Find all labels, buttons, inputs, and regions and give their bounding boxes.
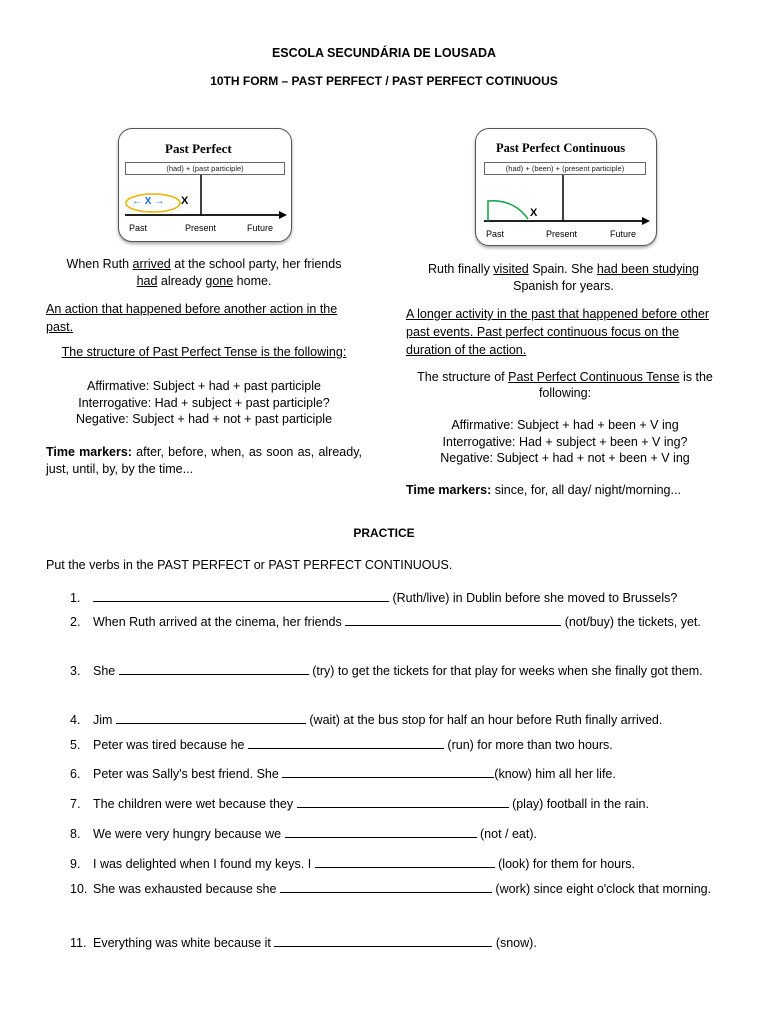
- affirmative-rule: Affirmative: Subject + had + been + V ing: [451, 418, 679, 432]
- past-perfect-example: When Ruth arrived at the school party, her friends had already gone home.: [66, 257, 342, 288]
- past-perfect-continuous-structure-heading: The structure of Past Perfect Continuous Tense is the following:: [417, 370, 713, 400]
- past-perfect-continuous-example: Ruth finally visited Spain. She had been studying Spanish for years.: [427, 262, 700, 293]
- label-future: Future: [247, 223, 274, 233]
- x-marker: X: [181, 195, 189, 207]
- label-present: Present: [546, 229, 578, 239]
- exercise-item: 11. Everything was white because it (snow).: [70, 936, 537, 950]
- diagram-title: Past Perfect: [165, 141, 232, 156]
- answer-blank[interactable]: [119, 662, 309, 675]
- diagram-formula: (had) + (past participle): [125, 162, 285, 175]
- interrogative-rule: Interrogative: Had + subject + past participle?: [78, 395, 330, 410]
- answer-blank[interactable]: [345, 613, 561, 626]
- diagram-title: Past Perfect Continuous: [496, 141, 626, 155]
- answer-blank[interactable]: [280, 880, 492, 893]
- practice-instruction: Put the verbs in the PAST PERFECT or PAST PERFECT CONTINUOUS.: [46, 558, 453, 572]
- past-perfect-continuous-time-markers: Time markers: since, for, all day/ night/morning...: [406, 483, 681, 497]
- timeline-graphic: [476, 129, 656, 245]
- answer-blank[interactable]: [282, 765, 494, 778]
- past-perfect-continuous-structure: [400, 417, 730, 467]
- worksheet-title: 10TH FORM – PAST PERFECT / PAST PERFECT COTINUOUS: [210, 74, 558, 88]
- past-perfect-time-markers: Time markers: after, before, when, as soon as, already, just, until, by, by the time...: [46, 445, 362, 476]
- exercise-item: 6. Peter was Sally's best friend. She (know) him all her life.: [70, 767, 616, 781]
- practice-heading: PRACTICE: [353, 526, 415, 540]
- exercise-item: 8. We were very hungry because we (not / eat).: [70, 827, 537, 841]
- answer-blank[interactable]: [285, 825, 477, 838]
- interrogative-rule: Interrogative: Had + subject + been + V ing?: [442, 434, 688, 449]
- answer-blank[interactable]: [297, 795, 509, 808]
- answer-blank[interactable]: [116, 711, 306, 724]
- exercise-item: 9. I was delighted when I found my keys. I (look) for them for hours.: [70, 857, 635, 871]
- example-verb: had: [136, 274, 158, 288]
- exercise-item: 2. When Ruth arrived at the cinema, her friends (not/buy) the tickets, yet.: [70, 615, 701, 629]
- exercise-item: 10. She was exhausted because she (work) since eight o'clock that morning.: [70, 882, 712, 896]
- label-past: Past: [129, 223, 148, 233]
- exercise-item: 3. She (try) to get the tickets for that play for weeks when she finally got them.: [70, 664, 703, 678]
- past-perfect-structure: [46, 378, 362, 428]
- answer-blank[interactable]: [248, 736, 444, 749]
- answer-blank[interactable]: [274, 934, 492, 947]
- exercise-item: 1. (Ruth/live) in Dublin before she moved to Brussels?: [70, 591, 678, 605]
- label-present: Present: [185, 223, 217, 233]
- x-marker: X: [530, 207, 538, 219]
- school-name: ESCOLA SECUNDÁRIA DE LOUSADA: [271, 46, 497, 60]
- past-perfect-diagram: [118, 128, 292, 242]
- past-perfect-continuous-definition: A longer activity in the past that happened before other past events. Past perfect continuous focus on the duration of the action.: [406, 307, 709, 357]
- label-future: Future: [610, 229, 637, 239]
- past-perfect-definition: An action that happened before another action in the past.: [46, 302, 338, 334]
- label-past: Past: [486, 229, 505, 239]
- example-verb: gone: [205, 274, 234, 288]
- example-verb: had been studying: [596, 262, 700, 276]
- affirmative-rule: Affirmative: Subject + had + past participle: [87, 379, 321, 393]
- answer-blank[interactable]: [315, 855, 495, 868]
- example-verb: arrived: [132, 257, 171, 271]
- arrow-x-marker: ← X →: [132, 196, 165, 207]
- example-verb: visited: [493, 262, 529, 276]
- past-perfect-continuous-diagram: [475, 128, 657, 246]
- exercise-item: 4. Jim (wait) at the bus stop for half an hour before Ruth finally arrived.: [70, 713, 663, 727]
- exercise-item: 5. Peter was tired because he (run) for more than two hours.: [70, 738, 613, 752]
- negative-rule: Negative: Subject + had + not + past participle: [75, 412, 333, 426]
- past-perfect-structure-heading: The structure of Past Perfect Tense is the following:: [61, 345, 347, 359]
- diagram-formula: (had) + (been) + (present participle): [484, 162, 646, 175]
- negative-rule: Negative: Subject + had + not + been + V ing: [440, 451, 690, 465]
- exercise-item: 7. The children were wet because they (play) football in the rain.: [70, 797, 649, 811]
- answer-blank[interactable]: [93, 589, 389, 602]
